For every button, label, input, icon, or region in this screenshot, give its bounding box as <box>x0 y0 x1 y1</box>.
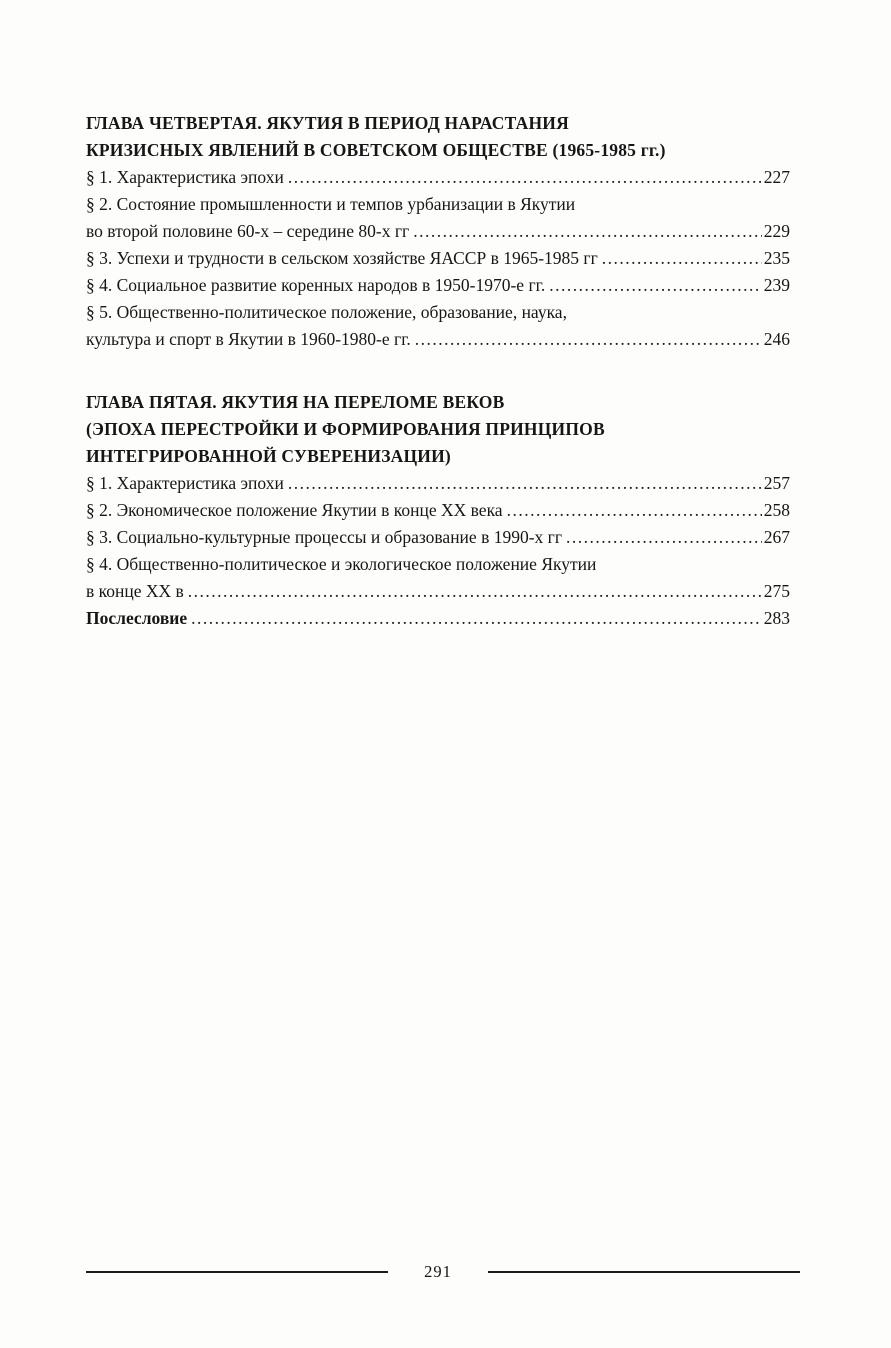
chapter-4-title-line-1: ГЛАВА ЧЕТВЕРТАЯ. ЯКУТИЯ В ПЕРИОД НАРАСТАНИЯ <box>86 113 569 133</box>
toc-entry <box>86 299 790 353</box>
chapter-4-title-line-2: КРИЗИСНЫХ ЯВЛЕНИЙ В СОВЕТСКОМ ОБЩЕСТВЕ (1965-1985 гг.) <box>86 140 666 160</box>
toc-entry-text: § 3. Успехи и трудности в сельском хозяйстве ЯАССР в 1965-1985 гг <box>86 248 598 268</box>
toc-entry <box>86 245 790 272</box>
toc-entry-text: § 2. Экономическое положение Якутии в конце XX века <box>86 500 503 520</box>
toc-entry-page: 257 <box>763 473 790 493</box>
toc-entry-afterword <box>86 605 790 632</box>
footer-rule-right <box>488 1271 800 1273</box>
toc-entry-page: 283 <box>763 608 790 628</box>
toc-chapter-4 <box>86 110 790 353</box>
dot-leader <box>288 470 762 497</box>
folio-page-number: 291 <box>424 1262 452 1281</box>
toc-entry-text: культура и спорт в Якутии в 1960-1980-е гг. <box>86 329 411 349</box>
toc-entry-text: § 1. Характеристика эпохи <box>86 167 284 187</box>
dot-leader <box>549 272 762 299</box>
page-footer <box>86 1262 800 1282</box>
toc-entry <box>86 191 790 245</box>
toc-entry-text: в конце XX в <box>86 581 184 601</box>
toc-entry-text: во второй половине 60-х – середине 80-х гг <box>86 221 410 241</box>
toc-entry <box>86 470 790 497</box>
toc-entry-page: 267 <box>763 527 790 547</box>
toc-entry <box>86 497 790 524</box>
dot-leader <box>415 326 762 353</box>
footer-rule-left <box>86 1271 388 1273</box>
toc-chapter-5 <box>86 389 790 632</box>
chapter-5-title-line-2: (ЭПОХА ПЕРЕСТРОЙКИ И ФОРМИРОВАНИЯ ПРИНЦИПОВ <box>86 419 605 439</box>
dot-leader <box>566 524 762 551</box>
dot-leader <box>507 497 762 524</box>
toc-entry <box>86 524 790 551</box>
toc-entry-text: § 4. Социальное развитие коренных народов в 1950-1970-е гг. <box>86 275 546 295</box>
toc-entry-text-wrapped: § 5. Общественно-политическое положение, образование, наука, <box>86 302 567 322</box>
toc-entry <box>86 164 790 191</box>
table-of-contents <box>86 110 790 632</box>
toc-entry-page: 239 <box>763 275 790 295</box>
toc-entry-page: 227 <box>763 167 790 187</box>
afterword-label: Послесловие <box>86 608 188 628</box>
toc-entry <box>86 272 790 299</box>
toc-entry-page: 229 <box>763 221 790 241</box>
toc-entry-text: § 1. Характеристика эпохи <box>86 473 284 493</box>
toc-entry-page: 235 <box>763 248 790 268</box>
toc-entry-page: 275 <box>763 581 790 601</box>
chapter-5-title-line-3: ИНТЕГРИРОВАННОЙ СУВЕРЕНИЗАЦИИ) <box>86 446 451 466</box>
toc-entry-text: § 3. Социально-культурные процессы и образование в 1990-х гг <box>86 527 563 547</box>
toc-entry <box>86 551 790 605</box>
toc-entry-page: 246 <box>763 329 790 349</box>
dot-leader <box>413 218 762 245</box>
dot-leader <box>188 578 762 605</box>
dot-leader <box>602 245 762 272</box>
chapter-5-title-line-1: ГЛАВА ПЯТАЯ. ЯКУТИЯ НА ПЕРЕЛОМЕ ВЕКОВ <box>86 392 505 412</box>
dot-leader <box>288 164 762 191</box>
toc-entry-text-wrapped: § 4. Общественно-политическое и экологическое положение Якутии <box>86 554 597 574</box>
toc-entry-text-wrapped: § 2. Состояние промышленности и темпов урбанизации в Якутии <box>86 194 576 214</box>
toc-entry-page: 258 <box>763 500 790 520</box>
dot-leader <box>191 605 762 632</box>
